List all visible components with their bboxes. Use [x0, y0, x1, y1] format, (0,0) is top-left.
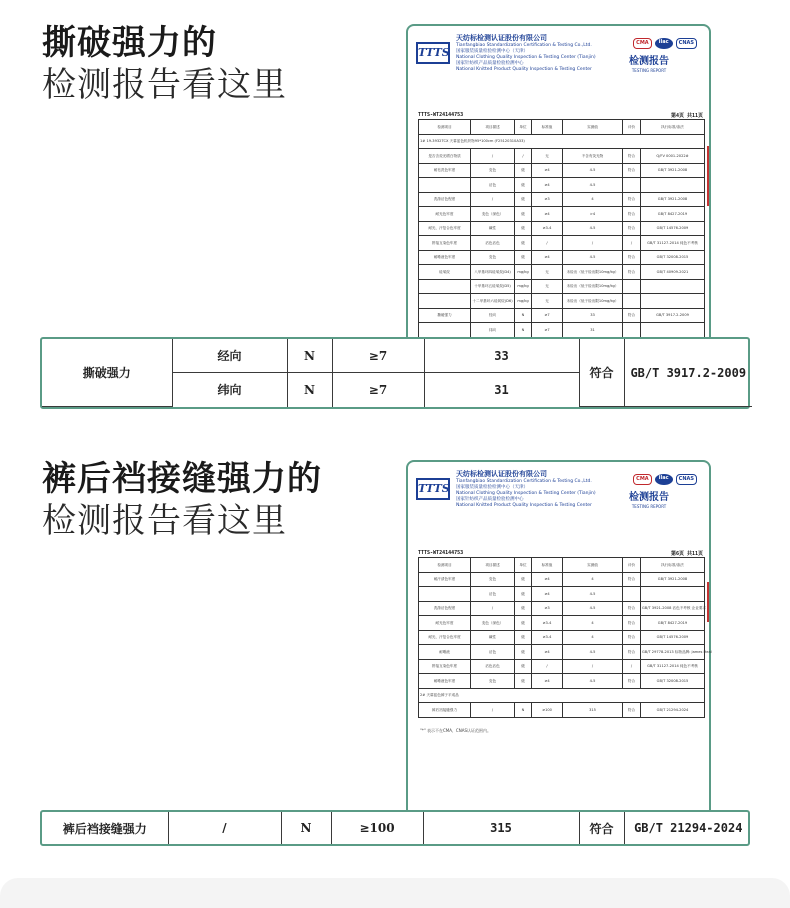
table-row — [419, 192, 705, 207]
institute-sub3: 国家针纺织产品质量检验检测中心 — [456, 61, 524, 66]
table-row — [419, 703, 705, 718]
table-header-cell: 实测值 — [563, 558, 623, 573]
table-row — [419, 572, 705, 587]
table-cell: 级 — [515, 659, 532, 674]
table-cell: 沾色 — [471, 587, 515, 602]
table-cell: 耐光、汗复合色牢度 — [419, 221, 471, 236]
table-cell: 4-5 — [563, 250, 623, 265]
section1-heading-line1: 撕破强力的 — [42, 23, 217, 63]
table-cell: 符合 — [623, 265, 641, 280]
table-cell: GB/T 14576-2009 — [641, 221, 705, 236]
report-meta — [418, 112, 703, 118]
table-cell: 耐皂洗色牢度 — [419, 163, 471, 178]
table-cell: / — [471, 601, 515, 616]
table-cell: 无 — [532, 294, 563, 309]
table-cell: 裤后裆接缝强力 — [419, 703, 471, 718]
table-cell: 变色 — [471, 250, 515, 265]
table-header-cell: 标准值 — [532, 558, 563, 573]
sample-row: 1# 19-3932TCX 天幕蓝色机织物95*100cm (F25120310A33) — [419, 134, 705, 149]
table-cell: 符合 — [623, 149, 641, 164]
table-cell: / — [532, 236, 563, 251]
table-cell: / — [563, 236, 623, 251]
section2-zoom-table — [40, 810, 750, 846]
report-meta — [418, 550, 703, 556]
report-table — [418, 557, 712, 718]
institute-en: Tianfangbiao Standardization Certification & Testing Co.,Ltd. — [456, 43, 592, 48]
table-cell: ≥4 — [532, 178, 563, 193]
table-cell: 级 — [515, 163, 532, 178]
zoom-standard: ≥100 — [331, 812, 423, 844]
table-cell: / — [471, 703, 515, 718]
table-cell — [419, 178, 471, 193]
table-cell — [641, 587, 705, 602]
table-cell: GB/T 32008-2015 — [641, 674, 705, 689]
table-cell: 耐汗渍色牢度 — [419, 572, 471, 587]
report-header — [416, 32, 701, 82]
table-header-cell: 实测值 — [563, 120, 623, 135]
table-cell: 4 — [563, 192, 623, 207]
institute-en: Tianfangbiao Standardization Certification & Testing Co.,Ltd. — [456, 479, 592, 484]
table-cell — [641, 323, 705, 338]
table-cell: GB/T 8427-2019 — [641, 616, 705, 631]
report-title-cn: 检测报告 — [629, 492, 669, 503]
table-cell: N — [515, 703, 532, 718]
table-cell: N — [515, 308, 532, 323]
report-page: 第6页 共11页 — [670, 551, 703, 557]
table-row — [419, 616, 705, 631]
zoom-direction-weft: 纬向 — [172, 373, 287, 407]
table-cell: ≥4 — [532, 250, 563, 265]
zoom-unit-weft: N — [287, 373, 332, 407]
report-page: 第4页 共11页 — [670, 113, 703, 119]
table-cell: / — [471, 149, 515, 164]
table-cell: 纬向 — [471, 323, 515, 338]
table-cell: 级 — [515, 601, 532, 616]
table-cell: ≥3 — [532, 192, 563, 207]
table-cell: 4-5 — [563, 645, 623, 660]
zoom-measured-warp: 33 — [424, 339, 579, 373]
institute-sub3: 国家针纺织产品质量检验检测中心 — [456, 497, 524, 502]
table-cell — [419, 323, 471, 338]
table-cell: 4-5 — [563, 163, 623, 178]
table-cell: GB/T 8427-2019 — [641, 207, 705, 222]
table-cell: 耐唾液 — [419, 645, 471, 660]
table-cell: 洗涤沾色程度 — [419, 192, 471, 207]
table-cell: GB/T 29778-2013 标物品牌: James Heal — [641, 645, 705, 660]
cnas-logo: CNAS — [676, 38, 697, 49]
table-cell: 撕破强力 — [419, 308, 471, 323]
table-cell: 4-5 — [563, 178, 623, 193]
table-cell: 耐光、汗复合色牢度 — [419, 630, 471, 645]
table-header-cell: 检测项目 — [419, 558, 471, 573]
table-cell: 4-5 — [563, 587, 623, 602]
table-header-cell: 单位 — [515, 120, 532, 135]
table-row — [419, 601, 705, 616]
table-cell: 碱性 — [471, 221, 515, 236]
table-row — [419, 149, 705, 164]
table-cell — [419, 294, 471, 309]
table-cell — [623, 178, 641, 193]
table-cell: 拼接互染色牢度 — [419, 659, 471, 674]
report-table — [418, 119, 705, 352]
table-cell: 符合 — [623, 163, 641, 178]
table-header-cell: 项目描述 — [471, 120, 515, 135]
table-cell: 4-5 — [563, 221, 623, 236]
zoom-unit-warp: N — [287, 339, 332, 373]
table-cell: 未检出（低于检出限10mg/kg） — [563, 294, 623, 309]
table-cell: 符合 — [623, 308, 641, 323]
table-cell: 级 — [515, 207, 532, 222]
table-cell — [623, 279, 641, 294]
section2-heading-line2: 检测报告看这里 — [42, 501, 287, 541]
table-cell: 十甲基环五硅氧烷(D5) — [471, 279, 515, 294]
table-row — [419, 558, 705, 573]
report-note: "*" 表示不在CMA、CNAS认证范围内。 — [420, 728, 491, 733]
institute-sub4: National Knitted Product Quality Inspection & Testing Center — [456, 67, 592, 72]
table-cell: 未检出（低于检出限10mg/kg） — [563, 265, 623, 280]
report-number: TTTS-WT24144753 — [418, 550, 464, 556]
table-cell: 符合 — [623, 630, 641, 645]
table-cell: 级 — [515, 645, 532, 660]
table-cell: N — [515, 323, 532, 338]
table-cell: 沾色 — [471, 178, 515, 193]
table-cell: 洗涤沾色程度 — [419, 601, 471, 616]
table-cell — [623, 323, 641, 338]
table-cell: GB/T 3921-2008 — [641, 572, 705, 587]
ttts-logo: TTTS — [416, 42, 450, 64]
table-cell: 符合 — [623, 192, 641, 207]
table-cell: 碱性 — [471, 630, 515, 645]
table-row — [419, 294, 705, 309]
table-cell: 级 — [515, 178, 532, 193]
table-cell: >4 — [563, 207, 623, 222]
table-row — [419, 587, 705, 602]
table-cell: 级 — [515, 572, 532, 587]
report-title-cn: 检测报告 — [629, 56, 669, 67]
institute-sub1: 国家服装质量检验检测中心（天津） — [456, 49, 528, 54]
zoom-standard-warp: ≥7 — [332, 339, 424, 373]
table-cell: 沾色沾色 — [471, 236, 515, 251]
institute-sub2: National Clothing Quality Inspection & Testing Center (Tianjin) — [456, 55, 596, 60]
table-row — [419, 323, 705, 338]
cert-logos — [633, 474, 697, 485]
section1-zoom-table — [40, 337, 750, 409]
table-cell: GB/T 3921-2008 — [641, 192, 705, 207]
table-cell: GB/T 31127-2014 纯色不考核 — [641, 236, 705, 251]
institute-name: 天纺标检测认证股份有限公司 — [456, 470, 547, 478]
table-cell: ≥4 — [532, 587, 563, 602]
table-cell: 4 — [563, 630, 623, 645]
table-cell: / — [515, 149, 532, 164]
table-cell — [623, 587, 641, 602]
zoom-measured: 315 — [423, 812, 579, 844]
report-header — [416, 468, 701, 518]
table-cell: / — [623, 236, 641, 251]
table-cell: 4-5 — [563, 674, 623, 689]
ilac-logo: ilac — [655, 474, 673, 485]
section1-heading — [42, 22, 287, 106]
table-cell: mg/kg — [515, 294, 532, 309]
table-cell: ≥3-4 — [532, 616, 563, 631]
table-cell — [641, 279, 705, 294]
institute-sub1: 国家服装质量检验检测中心（天津） — [456, 485, 528, 490]
table-cell: GB/T 14576-2009 — [641, 630, 705, 645]
table-cell: 耐光色牢度 — [419, 207, 471, 222]
table-cell: ≥4 — [532, 207, 563, 222]
table-cell: / — [623, 659, 641, 674]
table-cell: 变色（深色） — [471, 207, 515, 222]
table-cell: 耐唾液色牢度 — [419, 674, 471, 689]
table-cell: 硅氧烷 — [419, 265, 471, 280]
table-cell: 变色（深色） — [471, 616, 515, 631]
institute-name: 天纺标检测认证股份有限公司 — [456, 34, 547, 42]
table-cell: 级 — [515, 221, 532, 236]
table-cell: 经向 — [471, 308, 515, 323]
ttts-logo: TTTS — [416, 478, 450, 500]
table-cell: 级 — [515, 236, 532, 251]
table-cell: ≥7 — [532, 308, 563, 323]
table-cell: 无 — [532, 279, 563, 294]
table-cell: 无 — [532, 265, 563, 280]
table-cell: GB/T 31127-2014 纯色不考核 — [641, 659, 705, 674]
table-cell: ≥3-4 — [532, 630, 563, 645]
table-cell: 符合 — [623, 572, 641, 587]
table-cell: 变色 — [471, 163, 515, 178]
table-cell: 不含有荧光物 — [563, 149, 623, 164]
table-cell: ≥4 — [532, 645, 563, 660]
cma-logo: CMA — [633, 474, 652, 485]
table-row — [419, 265, 705, 280]
table-cell: GB/T 3921-2008 沾色不考核 企业要求 — [641, 601, 705, 616]
table-cell: 符合 — [623, 616, 641, 631]
table-cell: 符合 — [623, 207, 641, 222]
table-cell: 沾色 — [471, 645, 515, 660]
table-cell: 八甲基环四硅氧烷(D4) — [471, 265, 515, 280]
table-cell: 十二甲基环六硅氧烷(D6) — [471, 294, 515, 309]
table-cell: ≥100 — [532, 703, 563, 718]
report-number: TTTS-WT24144753 — [418, 112, 464, 118]
table-row — [419, 630, 705, 645]
table-cell: / — [471, 192, 515, 207]
table-cell: ≥4 — [532, 572, 563, 587]
table-row — [419, 250, 705, 265]
zoom-result: 符合 — [579, 812, 624, 844]
institute-block — [456, 34, 596, 73]
table-cell: 符合 — [623, 645, 641, 660]
table-cell: 4-5 — [563, 601, 623, 616]
report-title — [629, 492, 669, 510]
table-cell: 级 — [515, 587, 532, 602]
section2-report-image — [406, 460, 711, 832]
section2-heading-line1: 裤后裆接缝强力的 — [42, 459, 322, 499]
zoom-method: GB/T 21294-2024 — [624, 812, 752, 844]
table-row — [419, 134, 705, 149]
table-row — [419, 178, 705, 193]
table-header-cell: 评价 — [623, 558, 641, 573]
table-cell: mg/kg — [515, 265, 532, 280]
table-cell: 符合 — [623, 601, 641, 616]
zoom-unit: N — [281, 812, 331, 844]
table-header-cell: 检测项目 — [419, 120, 471, 135]
report-title-en: TESTING REPORT — [631, 68, 667, 73]
table-header-cell: 单位 — [515, 558, 532, 573]
ilac-logo: ilac — [655, 38, 673, 49]
table-cell — [641, 294, 705, 309]
zoom-standard-weft: ≥7 — [332, 373, 424, 407]
table-cell — [623, 294, 641, 309]
report-edge-mark — [707, 146, 709, 206]
report-title-en: TESTING REPORT — [631, 504, 667, 509]
table-cell: ≥4 — [532, 674, 563, 689]
institute-block — [456, 470, 596, 509]
table-row — [419, 308, 705, 323]
table-row — [419, 279, 705, 294]
table-cell: 315 — [563, 703, 623, 718]
table-cell: ≥3-4 — [532, 221, 563, 236]
table-cell: 4 — [563, 572, 623, 587]
table-row — [419, 207, 705, 222]
cert-logos — [633, 38, 697, 49]
table-cell: 级 — [515, 616, 532, 631]
section2-heading — [42, 458, 322, 542]
table-cell: 耐唾液色牢度 — [419, 250, 471, 265]
zoom-method: GB/T 3917.2-2009 — [624, 339, 752, 407]
table-cell: 符合 — [623, 221, 641, 236]
table-cell: ≥3 — [532, 601, 563, 616]
zoom-measured-weft: 31 — [424, 373, 579, 407]
table-cell: 符合 — [623, 703, 641, 718]
table-cell: GB/T 32008-2015 — [641, 250, 705, 265]
table-cell: 无 — [532, 149, 563, 164]
table-row — [419, 645, 705, 660]
table-row — [419, 659, 705, 674]
table-header-cell: 项目描述 — [471, 558, 515, 573]
institute-sub2: National Clothing Quality Inspection & Testing Center (Tianjin) — [456, 491, 596, 496]
section1-report-image — [406, 24, 711, 366]
table-cell: GB/T 21294-2024 — [641, 703, 705, 718]
table-cell: ≥7 — [532, 323, 563, 338]
table-cell: / — [563, 659, 623, 674]
table-cell: 符合 — [623, 674, 641, 689]
table-cell: 拼接互染色牢度 — [419, 236, 471, 251]
table-cell: GB/T 3921-2008 — [641, 163, 705, 178]
table-header-cell: 标准值 — [532, 120, 563, 135]
zoom-item-name: 裤后裆接缝强力 — [42, 812, 168, 844]
table-cell: / — [532, 659, 563, 674]
table-cell — [419, 587, 471, 602]
table-cell: 未检出（低于检出限10mg/kg） — [563, 279, 623, 294]
table-row — [419, 120, 705, 135]
table-cell: 符合 — [623, 250, 641, 265]
table-cell: 耐光色牢度 — [419, 616, 471, 631]
table-cell — [641, 178, 705, 193]
zoom-direction-warp: 经向 — [172, 339, 287, 373]
table-row — [419, 236, 705, 251]
table-header-cell: 执行标准/条法 — [641, 120, 705, 135]
table-cell: GB/T 40909-2021 — [641, 265, 705, 280]
table-cell: 级 — [515, 250, 532, 265]
table-cell: mg/kg — [515, 279, 532, 294]
table-row — [419, 688, 705, 703]
table-row — [419, 163, 705, 178]
table-cell: 变色 — [471, 674, 515, 689]
table-header-cell: 执行标准/条法 — [641, 558, 705, 573]
table-cell: 变色 — [471, 572, 515, 587]
table-cell: ≥4 — [532, 163, 563, 178]
cma-logo: CMA — [633, 38, 652, 49]
table-cell: 级 — [515, 630, 532, 645]
table-cell: Q/FV 0001-2022# — [641, 149, 705, 164]
table-cell: 级 — [515, 192, 532, 207]
table-row — [419, 674, 705, 689]
table-row — [419, 221, 705, 236]
section1-heading-line2: 检测报告看这里 — [42, 65, 287, 105]
bottom-band — [0, 878, 790, 908]
report-edge-mark — [707, 582, 709, 622]
table-cell: GB/T 3917.2-2009 — [641, 308, 705, 323]
cnas-logo: CNAS — [676, 474, 697, 485]
institute-sub4: National Knitted Product Quality Inspection & Testing Center — [456, 503, 592, 508]
table-cell: 33 — [563, 308, 623, 323]
sample-row: 2# 天幕蓝色裤子平成品 — [419, 688, 705, 703]
zoom-result: 符合 — [579, 339, 624, 407]
table-cell: 31 — [563, 323, 623, 338]
zoom-item-name: 撕破强力 — [42, 339, 172, 407]
table-cell — [419, 279, 471, 294]
table-header-cell: 评价 — [623, 120, 641, 135]
table-cell: 沾色沾色 — [471, 659, 515, 674]
table-cell: 4 — [563, 616, 623, 631]
zoom-direction: / — [168, 812, 281, 844]
report-title — [629, 56, 669, 74]
table-cell: 级 — [515, 674, 532, 689]
table-cell: 是否含荧光增白物质 — [419, 149, 471, 164]
